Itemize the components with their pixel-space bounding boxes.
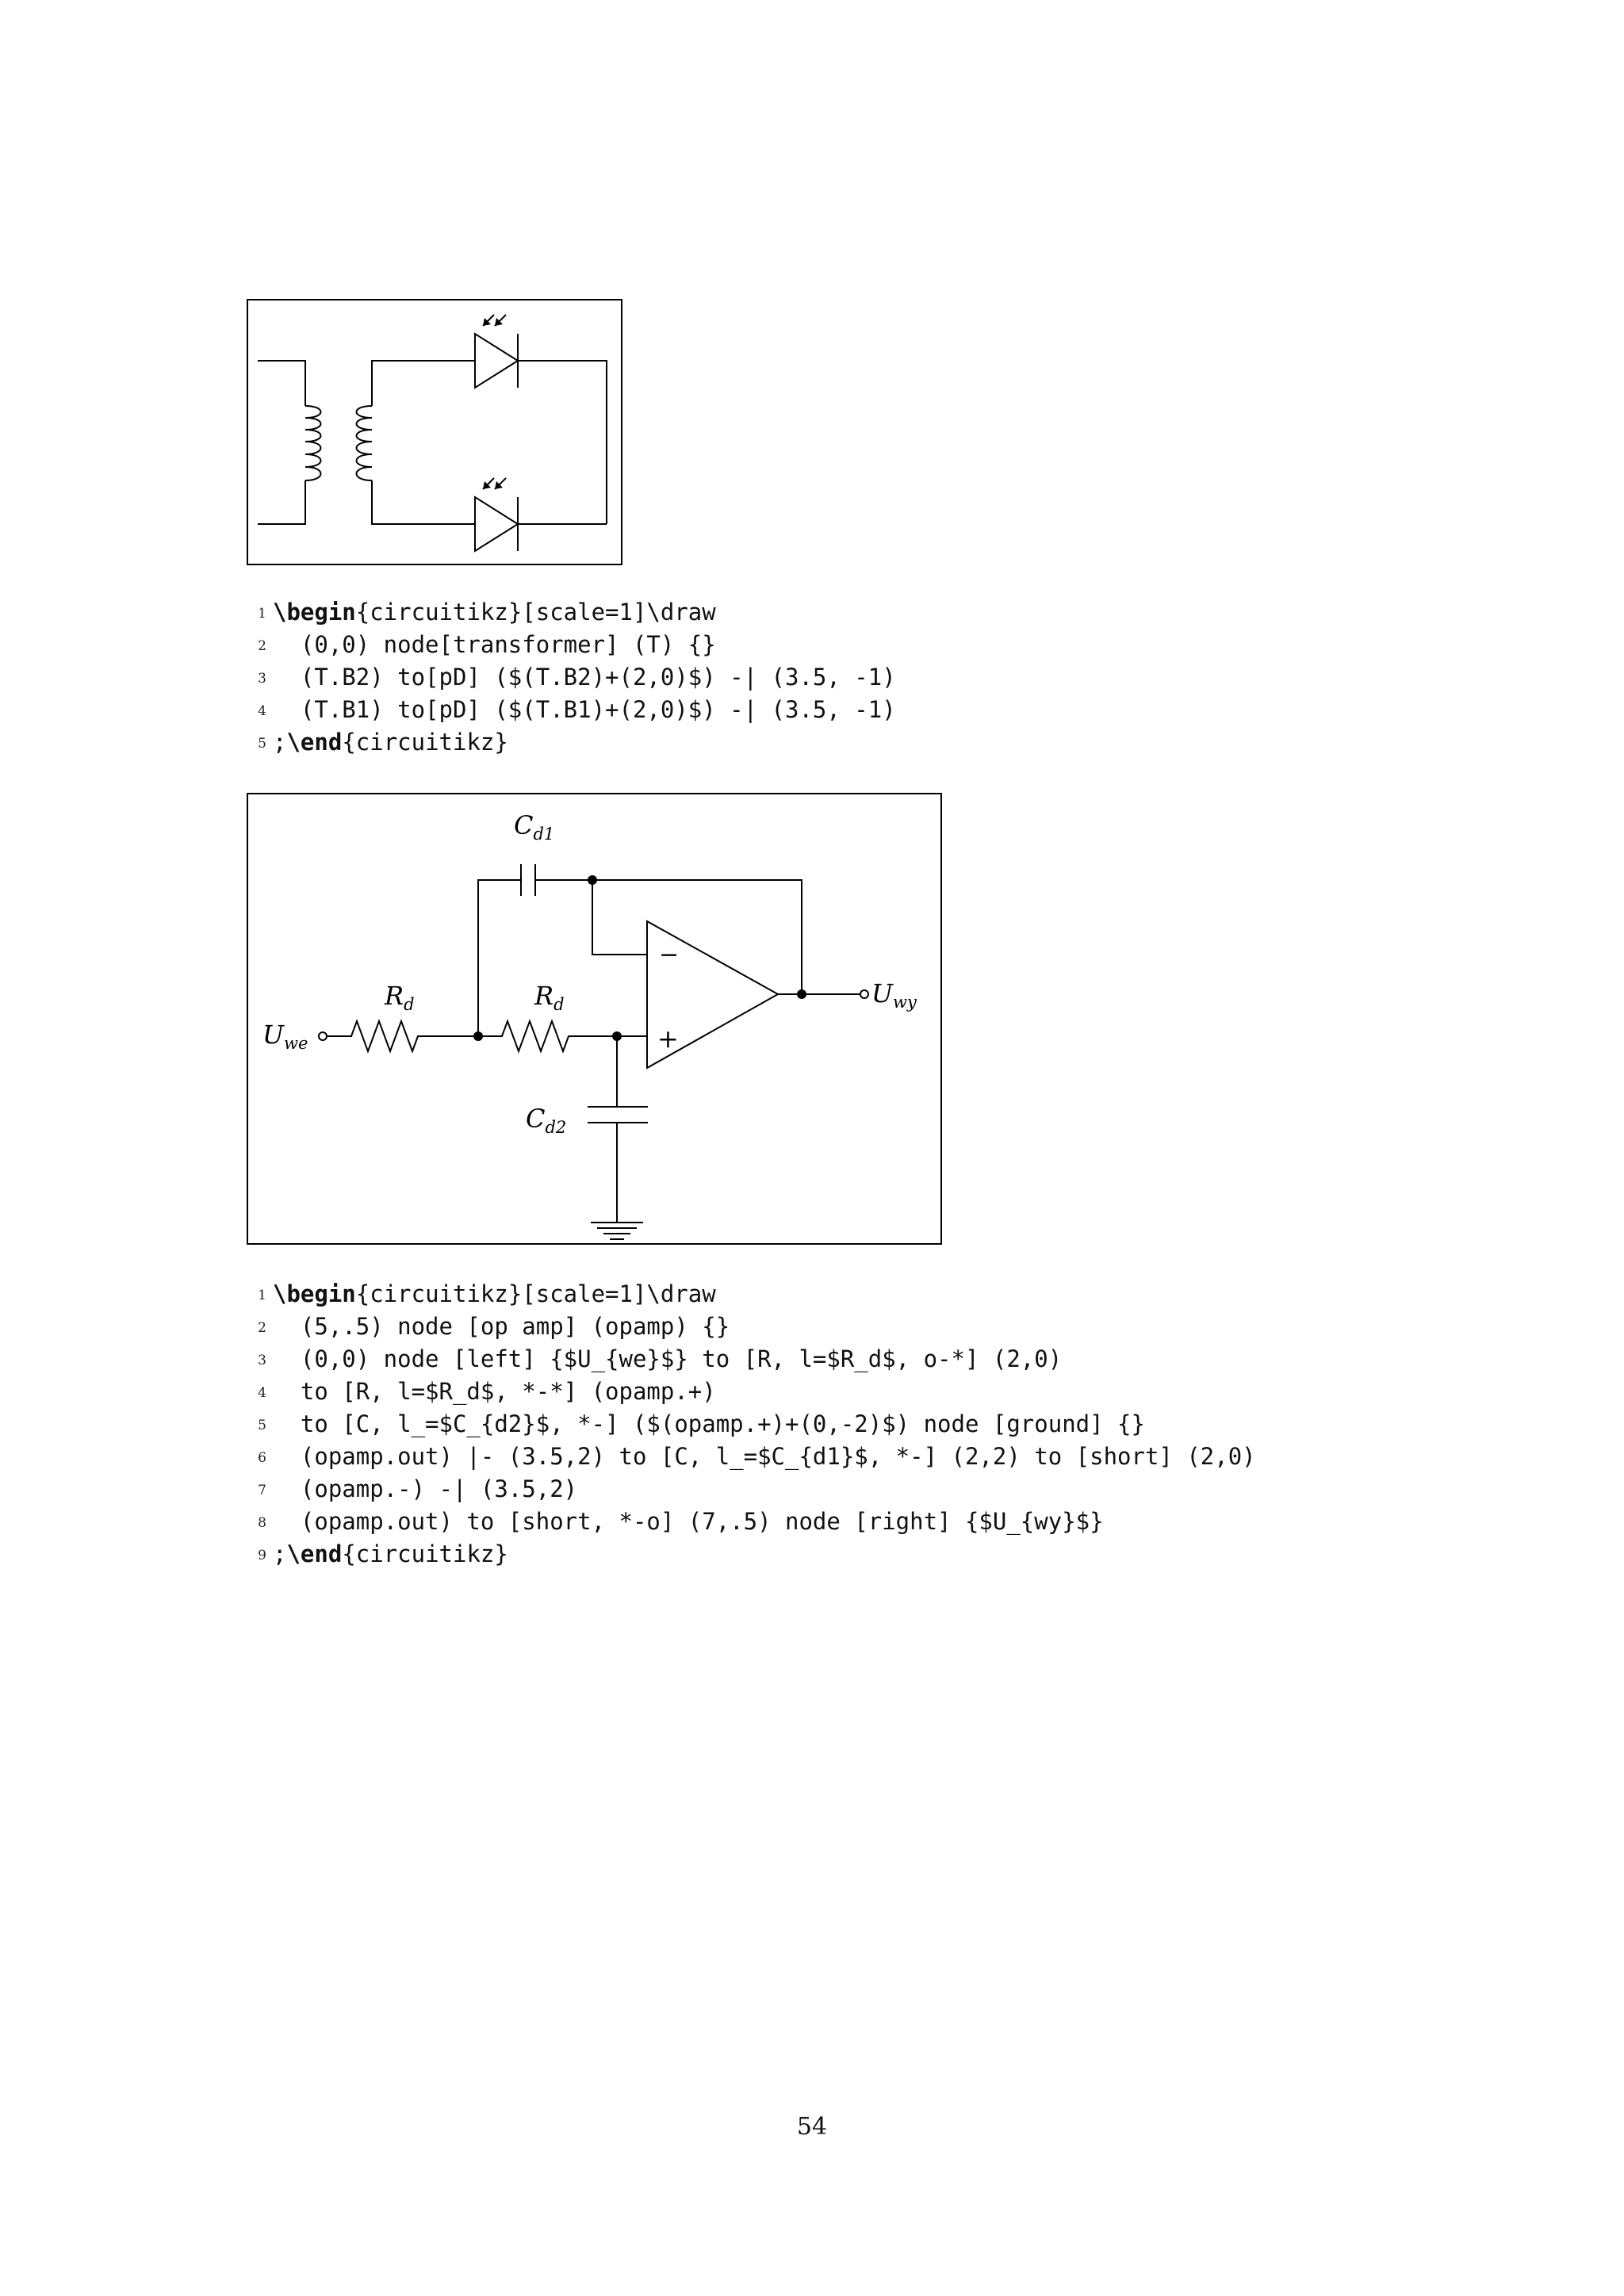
secondary-bottom-lead xyxy=(372,480,475,524)
label-uwy: $U_{wy}$ xyxy=(871,978,917,1012)
ground-icon xyxy=(591,1223,643,1239)
figure-opamp-filter xyxy=(247,793,942,1245)
primary-bottom-lead xyxy=(258,480,305,524)
code-text: to [C, l_=$C_{d2}$, *-] ($(opamp.+)+(0,-2)$) node [ground] {} xyxy=(273,1410,1145,1437)
line-number: 1 xyxy=(258,606,266,622)
resistor-rd-left-icon xyxy=(327,1021,478,1051)
line-number: 4 xyxy=(258,1385,266,1401)
code-text: (opamp.out) to [short, *-o] (7,.5) node [right] {$U_{wy}$} xyxy=(273,1508,1104,1535)
opamp-filter-diagram xyxy=(248,794,940,1243)
code-text: (T.B2) to[pD] ($(T.B2)+(2,0)$) -| (3.5, -1) xyxy=(273,664,896,691)
code-text: (opamp.-) -| (3.5,2) xyxy=(273,1475,578,1502)
primary-coil-icon xyxy=(305,406,321,480)
opamp-minus-sign: − xyxy=(659,941,680,969)
photodiode-top-icon xyxy=(475,315,607,524)
line-number: 3 xyxy=(258,671,266,687)
line-number: 5 xyxy=(258,1418,266,1433)
label-cd2: $C_{d2}$ xyxy=(526,1104,567,1137)
label-cd1: $C_{d1}$ xyxy=(514,810,555,844)
code-text: (T.B1) to[pD] ($(T.B1)+(2,0)$) -| (3.5, -1) xyxy=(273,696,896,723)
primary-top-lead xyxy=(258,361,305,406)
code-text: \begin{circuitikz}[scale=1]\draw xyxy=(273,1280,716,1307)
line-number: 2 xyxy=(258,638,266,654)
code-text: (0,0) node [left] {$U_{we}$} to [R, l=$R_d$, o-*] (2,0) xyxy=(273,1345,1063,1372)
code-text: ;\end{circuitikz} xyxy=(273,1540,508,1567)
photodiode-bottom-icon xyxy=(475,478,607,551)
output-terminal xyxy=(860,990,868,998)
line-number: 8 xyxy=(258,1515,266,1531)
inverting-input-wire xyxy=(592,880,647,955)
code-text: (opamp.out) |- (3.5,2) to [C, l_=$C_{d1}$, *-] (2,2) to [short] (2,0) xyxy=(273,1443,1256,1470)
feedback-left-wire xyxy=(478,880,521,1036)
line-number: 1 xyxy=(258,1288,266,1303)
line-number: 5 xyxy=(258,736,266,752)
line-number: 6 xyxy=(258,1450,266,1466)
page-number: 54 xyxy=(796,2113,828,2141)
line-number: 4 xyxy=(258,703,266,719)
secondary-coil-icon xyxy=(357,406,373,480)
label-rd-right: $R_d$ xyxy=(534,981,565,1014)
label-rd-left: $R_d$ xyxy=(385,981,415,1014)
code-text: ;\end{circuitikz} xyxy=(273,729,508,756)
code-text: \begin{circuitikz}[scale=1]\draw xyxy=(273,599,716,626)
transformer-circuit-diagram xyxy=(248,300,621,564)
figure-transformer-photodiodes xyxy=(247,299,622,565)
line-number: 3 xyxy=(258,1353,266,1368)
resistor-rd-right-icon xyxy=(478,1021,617,1051)
opamp-plus-sign: + xyxy=(657,1024,679,1054)
feedback-top-wire xyxy=(592,880,802,994)
secondary-top-lead xyxy=(372,361,475,406)
line-number: 2 xyxy=(258,1320,266,1336)
input-terminal xyxy=(319,1032,327,1040)
capacitor-cd2-icon xyxy=(588,1036,648,1223)
code-text: to [R, l=$R_d$, *-*] (opamp.+) xyxy=(273,1378,716,1405)
line-number: 9 xyxy=(258,1548,266,1563)
capacitor-cd1-icon xyxy=(521,864,592,896)
line-number: 7 xyxy=(258,1483,266,1498)
code-text: (5,.5) node [op amp] (opamp) {} xyxy=(273,1313,730,1340)
code-text: (0,0) node[transformer] (T) {} xyxy=(273,631,716,658)
label-uwe: $U_{we}$ xyxy=(262,1020,308,1053)
